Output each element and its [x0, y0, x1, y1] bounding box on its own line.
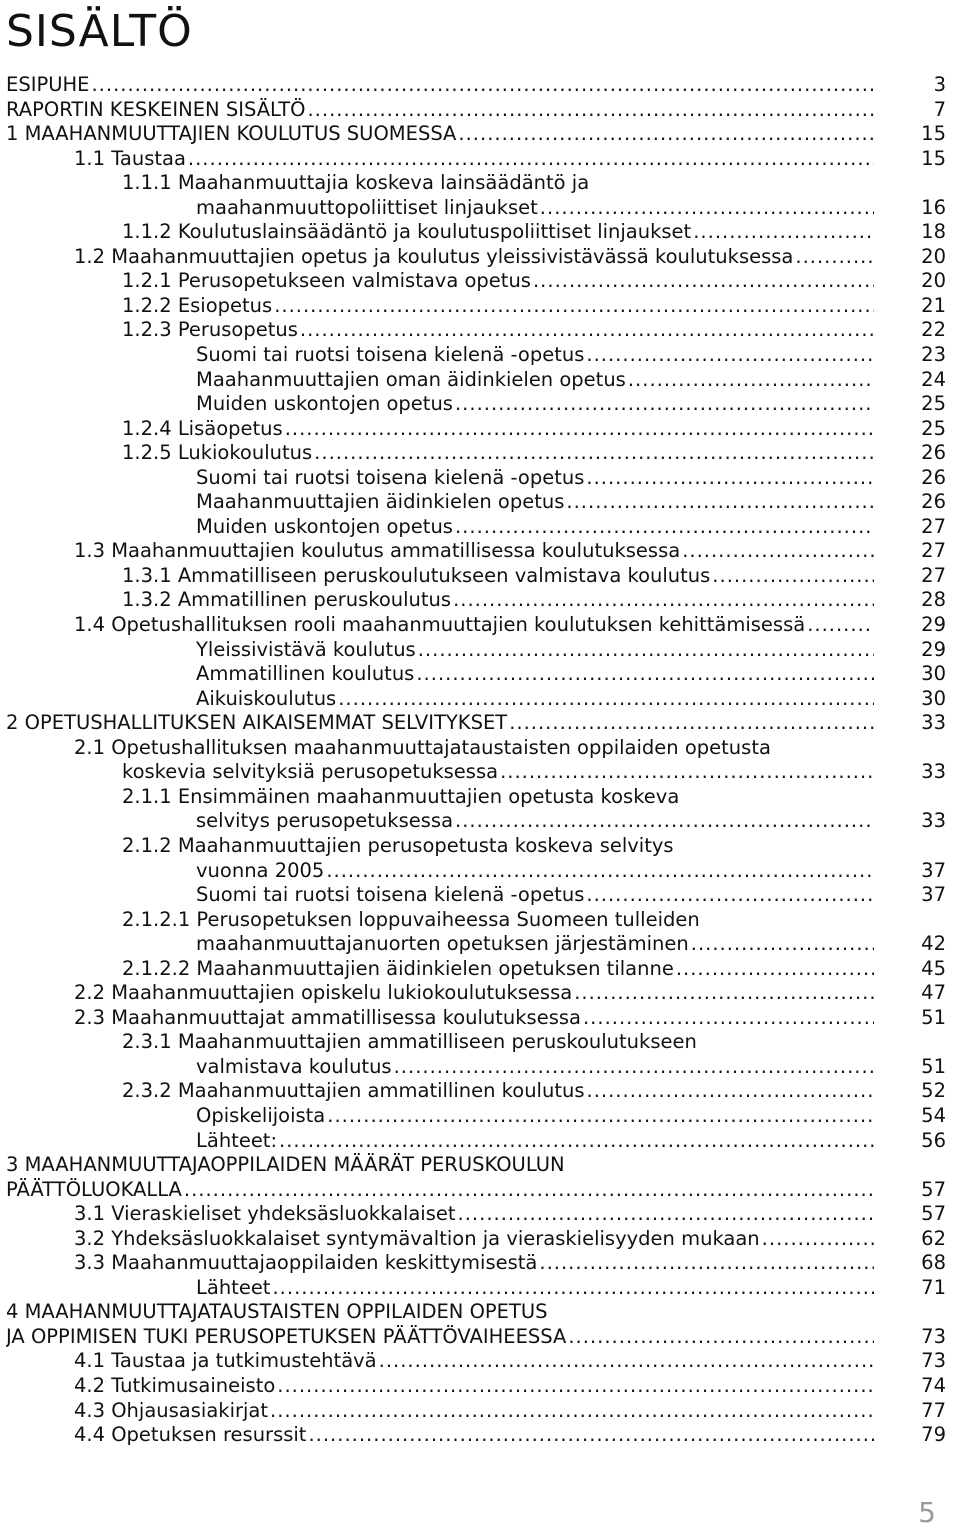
dot-leader: [533, 269, 874, 294]
toc-entry-title: 1.2.1 Perusopetukseen valmistava opetus: [122, 269, 531, 293]
toc-entry-title: 4.2 Tutkimusaineisto: [74, 1373, 276, 1397]
toc-entry-title: 1 MAAHANMUUTTAJIEN KOULUTUS SUOMESSA: [6, 122, 457, 146]
toc-entry: [6, 515, 946, 540]
toc-entry-leader: [74, 1006, 874, 1031]
toc-entry-page: 37: [921, 883, 946, 907]
toc-entry: [6, 245, 946, 270]
toc-entry-title: 3.1 Vieraskieliset yhdeksäsluokkalaiset: [74, 1202, 456, 1226]
toc-entry: [6, 1227, 946, 1252]
toc-entry-title: Muiden uskontojen opetus: [196, 392, 453, 416]
dot-leader: [272, 1276, 874, 1301]
dot-leader: [327, 1104, 874, 1129]
dot-leader: [676, 957, 874, 982]
toc-entry: [6, 1399, 946, 1424]
dot-leader: [586, 343, 874, 368]
dot-leader: [712, 564, 874, 589]
toc-entry: [6, 1374, 946, 1399]
toc-entry-leader: [196, 466, 874, 491]
toc-entry-title: 4.3 Ohjausasiakirjat: [74, 1398, 269, 1422]
toc-entry-title: PÄÄTTÖLUOKALLA: [6, 1177, 182, 1201]
toc-entry-title: koskevia selvityksiä perusopetuksessa: [122, 760, 499, 784]
toc-entry-title: Ammatillinen koulutus: [196, 662, 415, 686]
toc-entry-page: 42: [921, 932, 946, 956]
toc-entry-page: 23: [921, 343, 946, 367]
toc-entry-page: 22: [921, 318, 946, 342]
toc-entry-page: 79: [921, 1423, 946, 1447]
toc-entry: [6, 147, 946, 172]
toc-entry: [6, 539, 946, 564]
dot-leader: [762, 1227, 874, 1252]
toc-entry: [6, 834, 946, 859]
toc-entry-title: 2.3.2 Maahanmuuttajien ammatillinen koulutus: [122, 1079, 585, 1103]
toc-entry-title: Yleissivistävä koulutus: [196, 637, 416, 661]
dot-leader: [308, 1423, 874, 1448]
dot-leader: [453, 588, 874, 613]
toc-entry-page: 51: [921, 1005, 946, 1029]
toc-entry: [6, 1178, 946, 1203]
toc-entry-title: Maahanmuuttajien oman äidinkielen opetus: [196, 367, 626, 391]
toc-entry-page: 29: [921, 613, 946, 637]
toc-entry: [6, 981, 946, 1006]
toc-entry-title: JA OPPIMISEN TUKI PERUSOPETUKSEN PÄÄTTÖVAIHEESSA: [6, 1324, 567, 1348]
toc-entry: [6, 711, 946, 736]
toc-entry-leader: [122, 588, 874, 613]
toc-entry-leader: [74, 1227, 874, 1252]
toc-entry-title: Lähteet:: [196, 1128, 278, 1152]
toc-entry: [6, 957, 946, 982]
toc-entry-page: 45: [921, 956, 946, 980]
toc-entry-page: 26: [921, 490, 946, 514]
toc-entry-leader: [196, 883, 874, 908]
toc-entry-title: 4.1 Taustaa ja tutkimustehtävä: [74, 1349, 377, 1373]
toc-entry-title: 1.1.1 Maahanmuuttajia koskeva lainsäädäntö ja: [122, 171, 590, 195]
toc-entry-leader: [122, 441, 874, 466]
dot-leader: [574, 981, 874, 1006]
toc-entry: [6, 441, 946, 466]
toc-entry-leader: [6, 1178, 874, 1203]
dot-leader: [379, 1349, 874, 1374]
toc-entry-page: 57: [921, 1202, 946, 1226]
toc-entry-leader: [74, 1349, 874, 1374]
toc-entry-leader: [122, 564, 874, 589]
toc-entry-title: 1.2.2 Esiopetus: [122, 293, 273, 317]
toc-entry-page: 30: [921, 662, 946, 686]
toc-entry: [6, 1079, 946, 1104]
dot-leader: [418, 638, 874, 663]
dot-leader: [338, 687, 874, 712]
toc-entry: [6, 736, 946, 761]
toc-entry-leader: [74, 147, 874, 172]
toc-entry-title: 2.1 Opetushallituksen maahanmuuttajataustaisten oppilaiden opetusta: [74, 735, 771, 759]
toc-entry-title: maahanmuuttopoliittiset linjaukset: [196, 195, 538, 219]
page-number: 5: [918, 1496, 936, 1529]
toc-entry: [6, 1325, 946, 1350]
dot-leader: [566, 490, 874, 515]
dot-leader: [277, 1374, 874, 1399]
toc-entry-title: selvitys perusopetuksessa: [196, 809, 454, 833]
toc-entry: [6, 98, 946, 123]
dot-leader: [568, 1325, 874, 1350]
toc-entry-page: 15: [921, 146, 946, 170]
dot-leader: [682, 539, 874, 564]
toc-entry-page: 26: [921, 465, 946, 489]
toc-entry-title: valmistava koulutus: [196, 1054, 392, 1078]
dot-leader: [455, 392, 874, 417]
toc-entry: [6, 368, 946, 393]
toc-entry-title: Maahanmuuttajien äidinkielen opetus: [196, 490, 565, 514]
toc-entry: [6, 859, 946, 884]
toc-entry: [6, 269, 946, 294]
toc-entry-page: 27: [921, 563, 946, 587]
toc-entry: [6, 1349, 946, 1374]
toc-entry-leader: [122, 269, 874, 294]
toc-entry: [6, 1202, 946, 1227]
toc-entry-page: 16: [921, 195, 946, 219]
toc-entry-title: 4 MAAHANMUUTTAJATAUSTAISTEN OPPILAIDEN OPETUS: [6, 1300, 548, 1324]
toc-entry: [6, 908, 946, 933]
toc-entry-title: 3.2 Yhdeksäsluokkalaiset syntymävaltion ja vieraskielisyyden mukaan: [74, 1226, 760, 1250]
dot-leader: [586, 883, 874, 908]
toc-entry: [6, 294, 946, 319]
toc-entry-page: 68: [921, 1251, 946, 1275]
toc-entry-page: 21: [921, 293, 946, 317]
toc-entry: [6, 638, 946, 663]
toc-entry-title: 1.1 Taustaa: [74, 146, 186, 170]
dot-leader: [509, 711, 874, 736]
dot-leader: [307, 98, 874, 123]
toc-entry-page: 3: [933, 73, 946, 96]
toc-entry: [6, 1276, 946, 1301]
toc-entry: [6, 613, 946, 638]
toc-entry-leader: [196, 196, 874, 221]
toc-entry-title: 1.2 Maahanmuuttajien opetus ja koulutus yleissivistävässä koulutuksessa: [74, 244, 794, 268]
dot-leader: [587, 1079, 875, 1104]
toc-entry-leader: [196, 1104, 874, 1129]
toc-entry-leader: [74, 1251, 874, 1276]
dot-leader: [540, 196, 874, 221]
toc-entry-title: Aikuiskoulutus: [196, 686, 337, 710]
toc-entry: [6, 1300, 946, 1325]
toc-entry-page: 7: [933, 97, 946, 121]
dot-leader: [416, 662, 874, 687]
dot-leader: [188, 147, 874, 172]
toc-entry: [6, 662, 946, 687]
toc-entry: [6, 466, 946, 491]
dot-leader: [807, 613, 874, 638]
dot-leader: [314, 441, 874, 466]
toc-entry-title: 1.3.2 Ammatillinen peruskoulutus: [122, 588, 452, 612]
toc-entry-page: 33: [921, 711, 946, 735]
toc-entry: [6, 1030, 946, 1055]
toc-entry-title: 1.2.4 Lisäopetus: [122, 416, 283, 440]
toc-entry-title: Suomi tai ruotsi toisena kielenä -opetus: [196, 343, 585, 367]
dot-leader: [628, 368, 874, 393]
toc-entry-leader: [196, 687, 874, 712]
toc-entry-title: Suomi tai ruotsi toisena kielenä -opetus: [196, 883, 585, 907]
toc-entry-leader: [74, 1423, 874, 1448]
toc-entry-title: 2.1.2.2 Maahanmuuttajien äidinkielen opetuksen tilanne: [122, 956, 674, 980]
toc-entry-leader: [6, 73, 874, 98]
toc-entry-title: Muiden uskontojen opetus: [196, 514, 453, 538]
toc-entry-title: maahanmuuttajanuorten opetuksen järjestäminen: [196, 932, 689, 956]
toc-entry-page: 77: [921, 1398, 946, 1422]
toc-entry-title: 2.3 Maahanmuuttajat ammatillisessa koulutuksessa: [74, 1005, 581, 1029]
toc-entry-title: 1.2.3 Perusopetus: [122, 318, 298, 342]
toc-entry-page: 33: [921, 760, 946, 784]
toc-entry: [6, 1153, 946, 1178]
dot-leader: [184, 1178, 874, 1203]
toc-entry: [6, 171, 946, 196]
toc-entry-title: 3.3 Maahanmuuttajaoppilaiden keskittymisestä: [74, 1251, 538, 1275]
toc-entry-leader: [196, 1129, 874, 1154]
dot-leader: [455, 515, 874, 540]
toc-entry: [6, 785, 946, 810]
toc-entry: [6, 196, 946, 221]
toc-entry-leader: [122, 760, 874, 785]
toc-entry-leader: [74, 613, 874, 638]
toc-entry-page: 47: [921, 981, 946, 1005]
toc-entry-leader: [6, 711, 874, 736]
dot-leader: [394, 1055, 874, 1080]
toc-entry-page: 37: [921, 858, 946, 882]
toc-entry-leader: [196, 368, 874, 393]
toc-entry: [6, 343, 946, 368]
toc-entry-leader: [196, 809, 874, 834]
toc-entry-leader: [74, 1202, 874, 1227]
toc-entry-leader: [196, 932, 874, 957]
dot-leader: [274, 294, 874, 319]
dot-leader: [300, 318, 874, 343]
toc-entry-leader: [196, 1055, 874, 1080]
toc-entry-leader: [74, 1399, 874, 1424]
toc-entry-page: 27: [921, 539, 946, 563]
toc-entry-leader: [122, 294, 874, 319]
toc-entry-leader: [196, 490, 874, 515]
toc-entry-page: 18: [921, 220, 946, 244]
toc-entry-leader: [74, 981, 874, 1006]
toc-entry-page: 15: [921, 122, 946, 146]
toc-entry-title: 2.1.2.1 Perusopetuksen loppuvaiheessa Suomeen tulleiden: [122, 907, 700, 931]
toc-entry: [6, 122, 946, 147]
dot-leader: [583, 1006, 874, 1031]
toc-entry-leader: [196, 1276, 874, 1301]
dot-leader: [91, 73, 874, 98]
dot-leader: [458, 122, 874, 147]
toc-entry-page: 62: [921, 1226, 946, 1250]
dot-leader: [586, 466, 874, 491]
toc-entry-title: Suomi tai ruotsi toisena kielenä -opetus: [196, 465, 585, 489]
toc-entry-leader: [74, 539, 874, 564]
dot-leader: [458, 1202, 874, 1227]
toc-entry-leader: [196, 662, 874, 687]
toc-entry-page: 52: [921, 1079, 946, 1103]
dot-leader: [691, 932, 874, 957]
toc-entry-title: RAPORTIN KESKEINEN SISÄLTÖ: [6, 97, 306, 121]
toc-entry-title: 1.1.2 Koulutuslainsäädäntö ja koulutuspoliittiset linjaukset: [122, 220, 692, 244]
dot-leader: [279, 1129, 874, 1154]
toc-entry-page: 33: [921, 809, 946, 833]
toc-entry-page: 25: [921, 392, 946, 416]
toc-entry-page: 30: [921, 686, 946, 710]
dot-leader: [326, 859, 874, 884]
toc-entry-page: 27: [921, 514, 946, 538]
toc-entry-leader: [122, 318, 874, 343]
toc-entry-title: 2 OPETUSHALLITUKSEN AIKAISEMMAT SELVITYKSET: [6, 711, 508, 735]
toc-entry-leader: [6, 98, 874, 123]
toc-entry-page: 25: [921, 416, 946, 440]
toc-entry-leader: [196, 515, 874, 540]
toc-entry-page: 74: [921, 1373, 946, 1397]
toc-entry: [6, 220, 946, 245]
toc-entry-leader: [74, 245, 874, 270]
toc-entry-leader: [196, 859, 874, 884]
toc-entry-page: 20: [921, 269, 946, 293]
toc-entry-title: 1.2.5 Lukiokoulutus: [122, 441, 313, 465]
toc-entry-page: 29: [921, 637, 946, 661]
toc-entry-title: 1.3.1 Ammatilliseen peruskoulutukseen valmistava koulutus: [122, 563, 711, 587]
toc-entry-leader: [196, 343, 874, 368]
toc-entry: [6, 1055, 946, 1080]
toc-entry-leader: [6, 122, 874, 147]
toc-entry-leader: [122, 1079, 874, 1104]
toc-entry-page: 71: [921, 1275, 946, 1299]
toc-entry: [6, 760, 946, 785]
toc-entry-title: Opiskelijoista: [196, 1103, 326, 1127]
toc-entry: [6, 1006, 946, 1031]
toc-entry-page: 20: [921, 244, 946, 268]
toc-entry-leader: [122, 957, 874, 982]
toc-entry: [6, 883, 946, 908]
toc-entry: [6, 417, 946, 442]
toc-entry-page: 56: [921, 1128, 946, 1152]
toc-entry-leader: [74, 1374, 874, 1399]
dot-leader: [285, 417, 874, 442]
toc-entry-title: 1.4 Opetushallituksen rooli maahanmuuttajien koulutuksen kehittämisessä: [74, 613, 806, 637]
toc-entry-title: 1.3 Maahanmuuttajien koulutus ammatillisessa koulutuksessa: [74, 539, 681, 563]
toc-entry: [6, 73, 946, 98]
toc-entry-leader: [196, 392, 874, 417]
dot-leader: [539, 1251, 874, 1276]
toc-entry: [6, 318, 946, 343]
toc-entry-leader: [122, 417, 874, 442]
toc-entry-page: 51: [921, 1054, 946, 1078]
toc-entry-title: Lähteet: [196, 1275, 271, 1299]
toc-entry-page: 28: [921, 588, 946, 612]
dot-leader: [500, 760, 874, 785]
toc-entry: [6, 1251, 946, 1276]
toc-entry: [6, 490, 946, 515]
toc-entry: [6, 687, 946, 712]
toc-entry-page: 57: [921, 1177, 946, 1201]
toc-entry-leader: [196, 638, 874, 663]
toc-entry-page: 73: [921, 1349, 946, 1373]
toc-entry-page: 73: [921, 1324, 946, 1348]
toc-entry: [6, 1423, 946, 1448]
toc-entry-page: 26: [921, 441, 946, 465]
toc-entry-title: ESIPUHE: [6, 73, 90, 96]
toc-entry: [6, 564, 946, 589]
dot-leader: [693, 220, 874, 245]
toc-entry: [6, 1104, 946, 1129]
toc-entry: [6, 588, 946, 613]
toc-entry-title: 2.3.1 Maahanmuuttajien ammatilliseen peruskoulutukseen: [122, 1030, 697, 1054]
toc-entry-title: 3 MAAHANMUUTTAJAOPPILAIDEN MÄÄRÄT PERUSKOULUN: [6, 1153, 565, 1177]
toc-entry: [6, 392, 946, 417]
toc-entry-title: 2.2 Maahanmuuttajien opiskelu lukiokoulutuksessa: [74, 981, 573, 1005]
toc-entry-page: 54: [921, 1103, 946, 1127]
toc-entry-title: 2.1.2 Maahanmuuttajien perusopetusta koskeva selvitys: [122, 833, 674, 857]
toc-entry-page: 24: [921, 367, 946, 391]
toc-entry: [6, 809, 946, 834]
toc-entry: [6, 932, 946, 957]
toc-entry-title: 4.4 Opetuksen resurssit: [74, 1423, 307, 1447]
toc-entry: [6, 1129, 946, 1154]
table-of-contents: [6, 73, 946, 1448]
dot-leader: [270, 1399, 874, 1424]
dot-leader: [795, 245, 874, 270]
toc-entry-leader: [122, 220, 874, 245]
page-title: SISÄLTÖ: [6, 6, 193, 57]
dot-leader: [455, 809, 874, 834]
toc-entry-leader: [6, 1325, 874, 1350]
toc-entry-title: 2.1.1 Ensimmäinen maahanmuuttajien opetusta koskeva: [122, 784, 680, 808]
toc-entry-title: vuonna 2005: [196, 858, 325, 882]
